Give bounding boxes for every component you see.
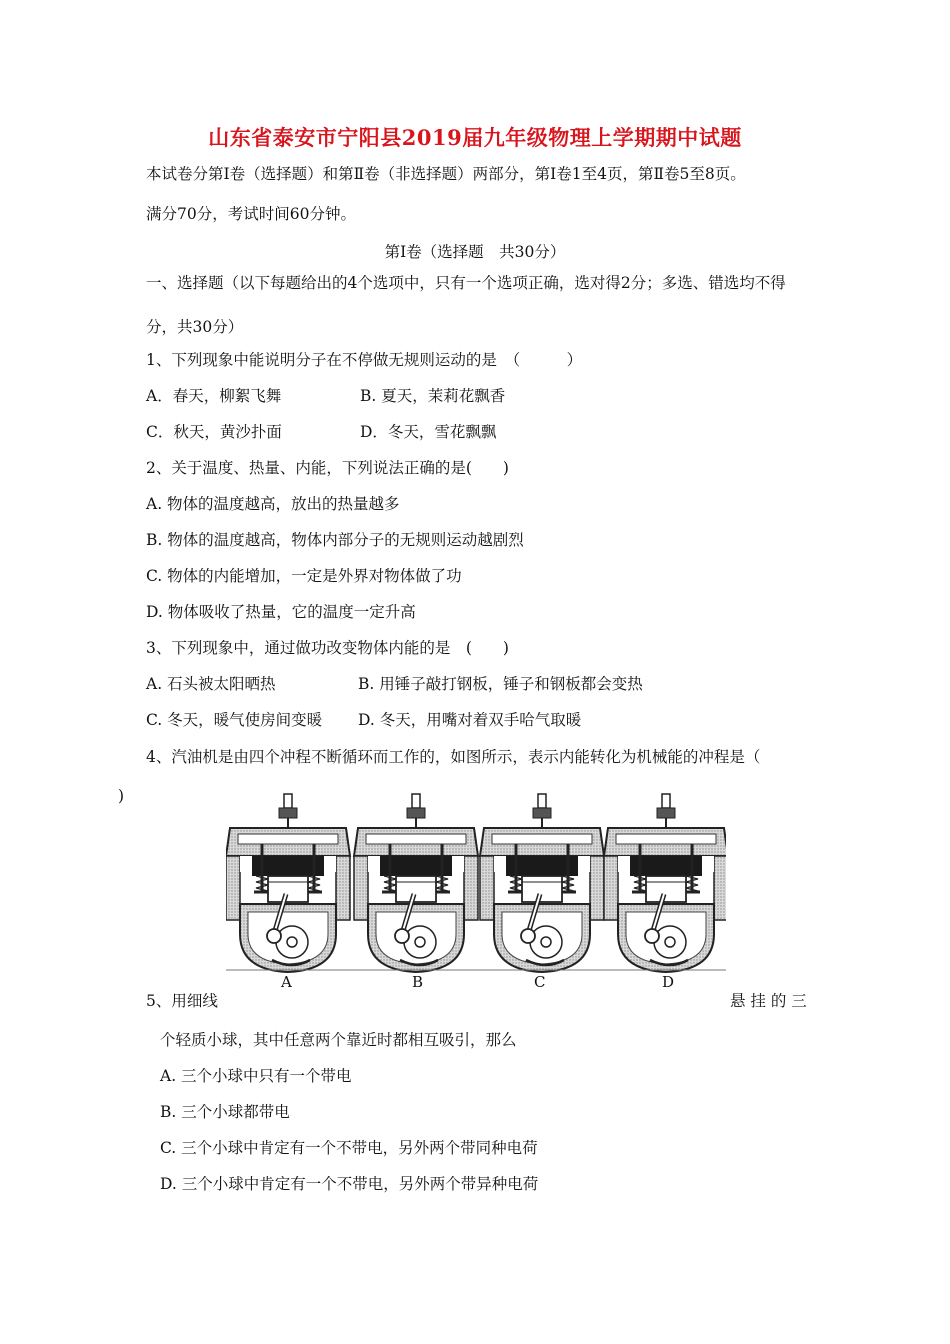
q5-option-a: A. 三个小球中只有一个带电	[160, 1067, 352, 1085]
q2-option-d: D. 物体吸收了热量，它的温度一定升高	[146, 603, 416, 621]
q5-stem-continued: 个轻质小球，其中任意两个靠近时都相互吸引，那么	[160, 1031, 517, 1049]
q5-option-c: C. 三个小球中肯定有一个不带电，另外两个带同种电荷	[160, 1139, 538, 1157]
q1-option-b: B. 夏天，茉莉花飘香	[360, 387, 506, 405]
figure-label-c: C	[534, 973, 546, 990]
q3-option-d: D. 冬天，用嘴对着双手哈气取暖	[358, 711, 582, 729]
q5-option-d: D. 三个小球中肯定有一个不带电，另外两个带异种电荷	[160, 1175, 539, 1193]
q3-option-a: A. 石头被太阳晒热	[146, 675, 276, 693]
part1-instruction-2: 分，共30分）	[146, 318, 244, 336]
q1-stem: 1、下列现象中能说明分子在不停做无规则运动的是 （ ）	[146, 351, 583, 369]
q2-option-c: C. 物体的内能增加，一定是外界对物体做了功	[146, 567, 462, 585]
q3-option-b: B. 用锤子敲打钢板，锤子和钢板都会变热	[358, 675, 643, 693]
figure-label-d: D	[662, 973, 675, 990]
q2-option-a: A. 物体的温度越高，放出的热量越多	[146, 495, 400, 513]
engine-strokes-figure	[226, 790, 726, 990]
page-title: 山东省泰安市宁阳县2019届九年级物理上学期期中试题	[208, 125, 742, 150]
q5-option-b: B. 三个小球都带电	[160, 1103, 290, 1121]
q5-stem-right: 悬 挂 的 三	[730, 992, 807, 1010]
q5-stem-left: 5、用细线	[146, 992, 218, 1010]
q1-option-d: D．冬天，雪花飘飘	[360, 423, 497, 441]
q3-stem: 3、下列现象中，通过做功改变物体内能的是 ( )	[146, 639, 509, 657]
q4-stem: 4、汽油机是由四个冲程不断循环而工作的，如图所示，表示内能转化为机械能的冲程是（	[146, 748, 761, 766]
q2-option-b: B. 物体的温度越高，物体内部分子的无规则运动越剧烈	[146, 531, 524, 549]
q4-stem-continued: )	[118, 787, 125, 805]
q1-option-a: A．春天，柳絮飞舞	[146, 387, 282, 405]
part1-instruction-1: 一、选择题（以下每题给出的4个选项中，只有一个选项正确，选对得2分；多选、错选均不得	[146, 274, 786, 292]
q1-option-c: C．秋天，黄沙扑面	[146, 423, 282, 441]
q3-option-c: C. 冬天，暖气使房间变暖	[146, 711, 323, 729]
figure-label-b: B	[412, 973, 424, 990]
section-heading: 第Ⅰ卷（选择题 共30分）	[384, 243, 566, 261]
q2-stem: 2、关于温度、热量、内能，下列说法正确的是( )	[146, 459, 509, 477]
intro-line-1: 本试卷分第Ⅰ卷（选择题）和第Ⅱ卷（非选择题）两部分，第Ⅰ卷1至4页，第Ⅱ卷5至8页。	[146, 165, 746, 183]
figure-label-a: A	[281, 973, 292, 990]
intro-line-2: 满分70分，考试时间60分钟。	[146, 205, 356, 223]
